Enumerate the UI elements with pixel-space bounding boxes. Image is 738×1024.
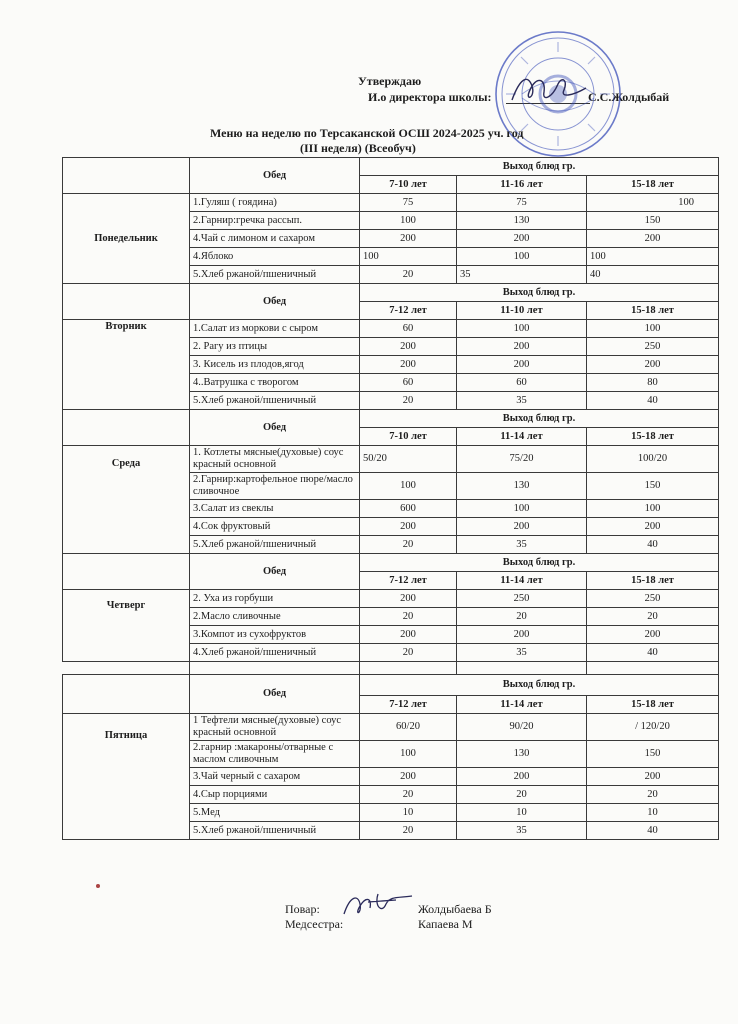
portion-value: 20	[360, 536, 457, 554]
age-header: 7-10 лет	[360, 428, 457, 446]
day-label: Пятница	[63, 714, 190, 840]
obed-header: Обед	[190, 410, 360, 446]
dish-name: 3.Чай черный с сахаром	[190, 768, 360, 786]
portion-value: 150	[587, 212, 719, 230]
page-subtitle: (III неделя) (Всеобуч)	[300, 141, 416, 155]
dish-name: 4.Сок фруктовый	[190, 518, 360, 536]
portion-value: 200	[360, 590, 457, 608]
dish-name: 3.Салат из свеклы	[190, 500, 360, 518]
portion-value: 35	[457, 266, 587, 284]
portion-value: 75	[360, 194, 457, 212]
day-cell-empty	[63, 410, 190, 446]
portion-value: 100	[457, 500, 587, 518]
nurse-name: Капаева М	[418, 917, 473, 931]
age-header: 15-18 лет	[587, 302, 719, 320]
portion-value: 200	[457, 230, 587, 248]
portion-value: 200	[457, 356, 587, 374]
obed-header: Обед	[190, 554, 360, 590]
age-header: 7-12 лет	[360, 572, 457, 590]
approve-heading: Утверждаю	[358, 74, 422, 88]
portion-value: 100	[587, 500, 719, 518]
portion-value: 200	[360, 626, 457, 644]
portion-value: 200	[457, 518, 587, 536]
portion-value: 250	[587, 338, 719, 356]
age-header: 11-16 лет	[457, 176, 587, 194]
portion-value: 60	[360, 320, 457, 338]
dish-name: 5.Хлеб ржаной/пшеничный	[190, 536, 360, 554]
dish-name: 5.Хлеб ржаной/пшеничный	[190, 822, 360, 840]
portion-value: 130	[457, 741, 587, 768]
portion-value: 40	[587, 822, 719, 840]
table-row	[63, 590, 719, 608]
day-cell-empty	[63, 158, 190, 194]
portion-value: 200	[360, 338, 457, 356]
table-row	[63, 554, 719, 572]
table-row	[63, 675, 719, 696]
day-label: Среда	[63, 446, 190, 554]
portion-value: 200	[360, 356, 457, 374]
portion-value: 20	[360, 266, 457, 284]
portion-value: / 120/20	[587, 714, 719, 741]
portion-value: 200	[457, 768, 587, 786]
portion-value: 100	[587, 194, 719, 212]
portion-value: 130	[457, 212, 587, 230]
table-row	[63, 446, 719, 473]
vyhod-header: Выход блюд гр.	[360, 284, 719, 302]
portion-value: 100	[360, 248, 457, 266]
portion-value: 20	[360, 644, 457, 662]
portion-value: 200	[587, 230, 719, 248]
portion-value: 20	[587, 786, 719, 804]
dish-name: 2. Рагу из птицы	[190, 338, 360, 356]
day-label: Четверг	[63, 590, 190, 662]
age-header: 11-10 лет	[457, 302, 587, 320]
portion-value: 250	[457, 590, 587, 608]
portion-value: 100/20	[587, 446, 719, 473]
dish-name: 5.Хлеб ржаной/пшеничный	[190, 392, 360, 410]
dish-name: 4.Яблоко	[190, 248, 360, 266]
portion-value: 200	[457, 338, 587, 356]
ink-dot	[96, 884, 100, 888]
table-row	[63, 158, 719, 176]
portion-value: 130	[457, 473, 587, 500]
obed-header: Обед	[190, 284, 360, 320]
portion-value: 200	[360, 518, 457, 536]
dish-name: 2. Уха из горбуши	[190, 590, 360, 608]
portion-value: 100	[457, 320, 587, 338]
portion-value: 35	[457, 822, 587, 840]
portion-value: 20	[360, 786, 457, 804]
portion-value: 40	[587, 536, 719, 554]
dish-name: 5.Хлеб ржаной/пшеничный	[190, 266, 360, 284]
portion-value: 200	[457, 626, 587, 644]
portion-value: 20	[360, 822, 457, 840]
portion-value: 200	[360, 230, 457, 248]
portion-value: 600	[360, 500, 457, 518]
vyhod-header: Выход блюд гр.	[360, 554, 719, 572]
portion-value: 20	[360, 392, 457, 410]
spacer-cell	[587, 662, 719, 675]
age-header: 15-18 лет	[587, 428, 719, 446]
dish-name: 2.гарнир :макароны/отварные с маслом сливочным	[190, 741, 360, 768]
portion-value: 200	[587, 518, 719, 536]
age-header: 7-10 лет	[360, 176, 457, 194]
age-header: 11-14 лет	[457, 428, 587, 446]
portion-value: 80	[587, 374, 719, 392]
portion-value: 150	[587, 741, 719, 768]
dish-name: 5.Мед	[190, 804, 360, 822]
dish-name: 2.Гарнир:гречка рассып.	[190, 212, 360, 230]
portion-value: 250	[587, 590, 719, 608]
spacer-cell	[63, 662, 190, 675]
portion-value: 75/20	[457, 446, 587, 473]
dish-name: 1 Тефтели мясные(духовые) соус красный основной	[190, 714, 360, 741]
age-header: 7-12 лет	[360, 696, 457, 714]
portion-value: 100	[587, 248, 719, 266]
portion-value: 20	[360, 608, 457, 626]
table-row	[63, 714, 719, 741]
dish-name: 1.Гуляш ( гоядина)	[190, 194, 360, 212]
table-row	[63, 320, 719, 338]
dish-name: 4.Сыр порциями	[190, 786, 360, 804]
portion-value: 200	[587, 356, 719, 374]
age-header: 15-18 лет	[587, 572, 719, 590]
portion-value: 35	[457, 392, 587, 410]
table-row	[63, 284, 719, 302]
portion-value: 20	[457, 608, 587, 626]
portion-value: 20	[457, 786, 587, 804]
day-cell-empty	[63, 675, 190, 714]
cook-name: Жолдыбаева Б	[418, 902, 492, 916]
portion-value: 60	[457, 374, 587, 392]
portion-value: 50/20	[360, 446, 457, 473]
portion-value: 10	[360, 804, 457, 822]
portion-value: 100	[360, 473, 457, 500]
age-header: 7-12 лет	[360, 302, 457, 320]
dish-name: 4.Чай с лимоном и сахаром	[190, 230, 360, 248]
portion-value: 200	[587, 768, 719, 786]
portion-value: 100	[360, 741, 457, 768]
portion-value: 60	[360, 374, 457, 392]
dish-name: 4.Хлеб ржаной/пшеничный	[190, 644, 360, 662]
portion-value: 200	[587, 626, 719, 644]
portion-value: 35	[457, 644, 587, 662]
spacer-cell	[457, 662, 587, 675]
age-header: 15-18 лет	[587, 696, 719, 714]
dish-name: 2.Гарнир:картофельное пюре/масло сливочное	[190, 473, 360, 500]
portion-value: 150	[587, 473, 719, 500]
portion-value: 40	[587, 392, 719, 410]
menu-table	[62, 157, 719, 840]
director-name: С.С.Жолдыбай	[588, 90, 670, 104]
director-label: И.о директора школы:	[368, 90, 492, 104]
table-spacer-row	[63, 662, 719, 675]
day-label: Вторник	[63, 320, 190, 410]
portion-value: 10	[457, 804, 587, 822]
age-header: 11-14 лет	[457, 572, 587, 590]
day-cell-empty	[63, 554, 190, 590]
spacer-cell	[360, 662, 457, 675]
page-title: Меню на неделю по Терсаканской ОСШ 2024-2025 уч. год	[210, 126, 524, 140]
day-label: Понедельник	[63, 194, 190, 284]
day-cell-empty	[63, 284, 190, 320]
portion-value: 100	[360, 212, 457, 230]
age-header: 11-14 лет	[457, 696, 587, 714]
cook-signature	[338, 890, 418, 920]
dish-name: 2.Масло сливочные	[190, 608, 360, 626]
portion-value: 100	[457, 248, 587, 266]
portion-value: 40	[587, 266, 719, 284]
table-row	[63, 410, 719, 428]
portion-value: 100	[587, 320, 719, 338]
obed-header: Обед	[190, 158, 360, 194]
portion-value: 35	[457, 536, 587, 554]
vyhod-header: Выход блюд гр.	[360, 410, 719, 428]
portion-value: 40	[587, 644, 719, 662]
spacer-cell	[190, 662, 360, 675]
dish-name: 3.Компот из сухофруктов	[190, 626, 360, 644]
portion-value: 90/20	[457, 714, 587, 741]
cook-label: Повар:	[285, 902, 320, 916]
table-row	[63, 194, 719, 212]
age-header: 15-18 лет	[587, 176, 719, 194]
director-signature	[506, 68, 592, 108]
portion-value: 75	[457, 194, 587, 212]
portion-value: 10	[587, 804, 719, 822]
vyhod-header: Выход блюд гр.	[360, 158, 719, 176]
vyhod-header: Выход блюд гр.	[360, 675, 719, 696]
portion-value: 200	[360, 768, 457, 786]
portion-value: 20	[587, 608, 719, 626]
dish-name: 4..Ватрушка с творогом	[190, 374, 360, 392]
dish-name: 3. Кисель из плодов,ягод	[190, 356, 360, 374]
dish-name: 1.Салат из моркови с сыром	[190, 320, 360, 338]
dish-name: 1. Котлеты мясные(духовые) соус красный основной	[190, 446, 360, 473]
nurse-label: Медсестра:	[285, 917, 344, 931]
obed-header: Обед	[190, 675, 360, 714]
portion-value: 60/20	[360, 714, 457, 741]
